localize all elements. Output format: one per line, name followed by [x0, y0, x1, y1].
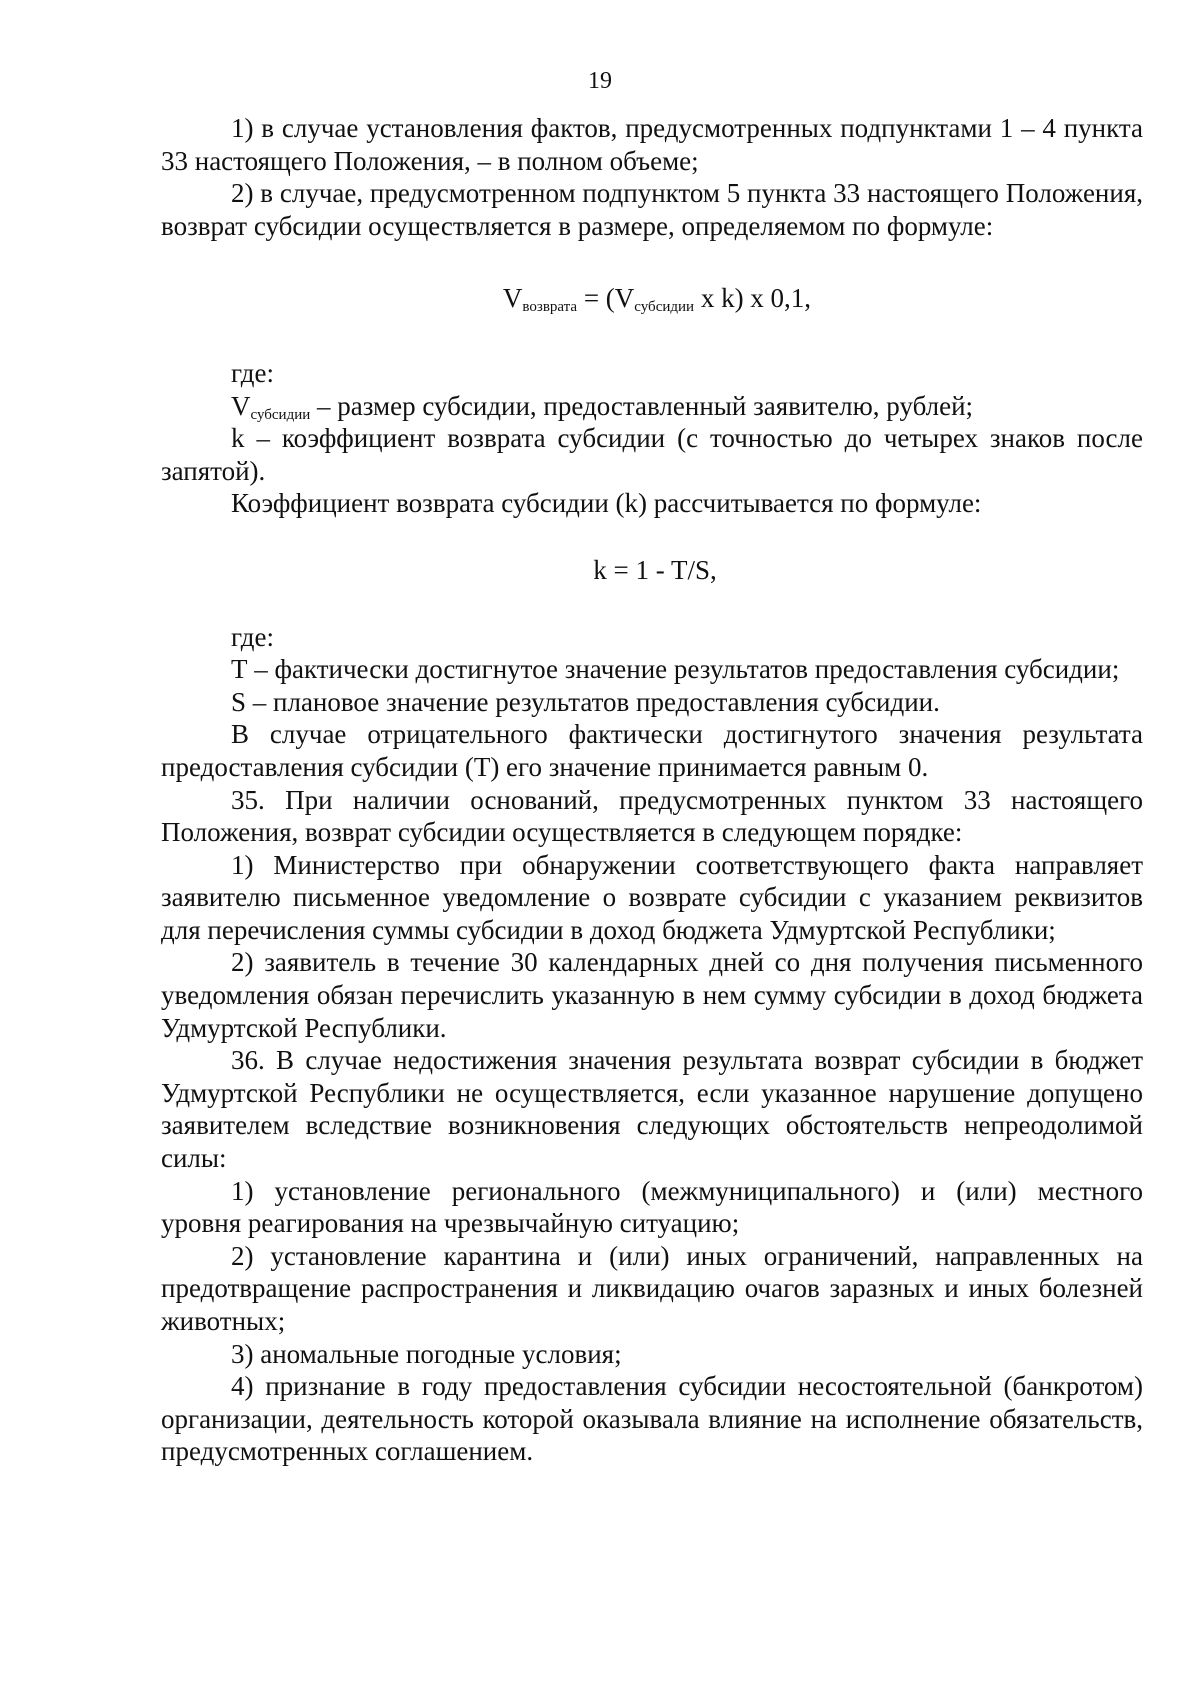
paragraph-36-item-4: 4) признание в году предоставления субсидии несостоятельной (банкротом) организации, деятельность которой оказывала влияние на исполнение обязательств, предусмотренных соглашением. — [161, 1371, 1143, 1467]
paragraph-36-item-1: 1) установление регионального (межмуниципального) и (или) местного уровня реагирования на чрезвычайную ситуацию; — [161, 1175, 1143, 1239]
def-v-text: – размер субсидии, предоставленный заявителю, рублей; — [310, 390, 974, 421]
definition-k: k – коэффициент возврата субсидии (с точностью до четырех знаков после запятой). — [161, 423, 1143, 486]
def-v-subscript: субсидии — [250, 406, 311, 423]
paragraph-36: 36. В случае недостижения значения результата возврат субсидии в бюджет Удмуртской Республики не осуществляется, если указанное нарушение допущено заявителем вследствие возникновения следующих обстоятельств непреодолимой силы: — [161, 1045, 1143, 1174]
formula-eq: = (V — [577, 283, 635, 314]
where-label-1: где: — [231, 357, 274, 388]
formula-v2-subscript: субсидии — [634, 299, 695, 316]
definition-t: Т – фактически достигнутое значение результатов предоставления субсидии; — [231, 654, 1120, 685]
definition-s: S – плановое значение результатов предоставления субсидии. — [231, 686, 940, 717]
paragraph-negative-value: В случае отрицательного фактически достигнутого значения результата предоставления субсидии (Т) его значение принимается равным 0. — [161, 719, 1143, 782]
coefficient-intro: Коэффициент возврата субсидии (k) рассчитывается по формуле: — [231, 488, 982, 519]
definition-v-subsidy — [161, 390, 1143, 423]
paragraph-36-item-2: 2) установление карантина и (или) иных ограничений, направленных на предотвращение распространения и ликвидацию очагов заразных и иных болезней животных; — [161, 1240, 1143, 1336]
paragraph-36-item-3: 3) аномальные погодные условия; — [231, 1338, 622, 1369]
paragraph-35-item-2: 2) заявитель в течение 30 календарных дней со дня получения письменного уведомления обязан перечислить указанную в нем сумму субсидии в доход бюджета Удмуртской Республики. — [161, 947, 1143, 1043]
where-label-2: где: — [231, 621, 274, 652]
paragraph-35: 35. При наличии оснований, предусмотренных пунктом 33 настоящего Положения, возврат субсидии осуществляется в следующем порядке: — [161, 784, 1143, 848]
page-number: 19 — [588, 68, 612, 94]
return-formula — [161, 282, 1143, 315]
document-body — [161, 112, 1143, 1468]
paragraph-item-1: 1) в случае установления фактов, предусмотренных подпунктами 1 – 4 пункта 33 настоящего Положения, – в полном объеме; — [161, 113, 1143, 176]
formula-v-subscript: возврата — [522, 299, 578, 316]
paragraph-item-2: 2) в случае, предусмотренном подпунктом 5 пункта 33 настоящего Положения, возврат субсидии осуществляется в размере, определяемом по формуле: — [161, 178, 1143, 241]
formula-rest: x k) x 0,1, — [694, 283, 812, 314]
formula-v: V — [502, 283, 523, 314]
coefficient-formula: k = 1 - T/S, — [593, 554, 717, 585]
paragraph-35-item-1: 1) Министерство при обнаружении соответствующего факта направляет заявителю письменное уведомление о возврате субсидии с указанием реквизитов для перечисления суммы субсидии в доход бюджета Удмуртской Республики; — [161, 849, 1143, 945]
def-v-symbol: V — [231, 390, 251, 421]
